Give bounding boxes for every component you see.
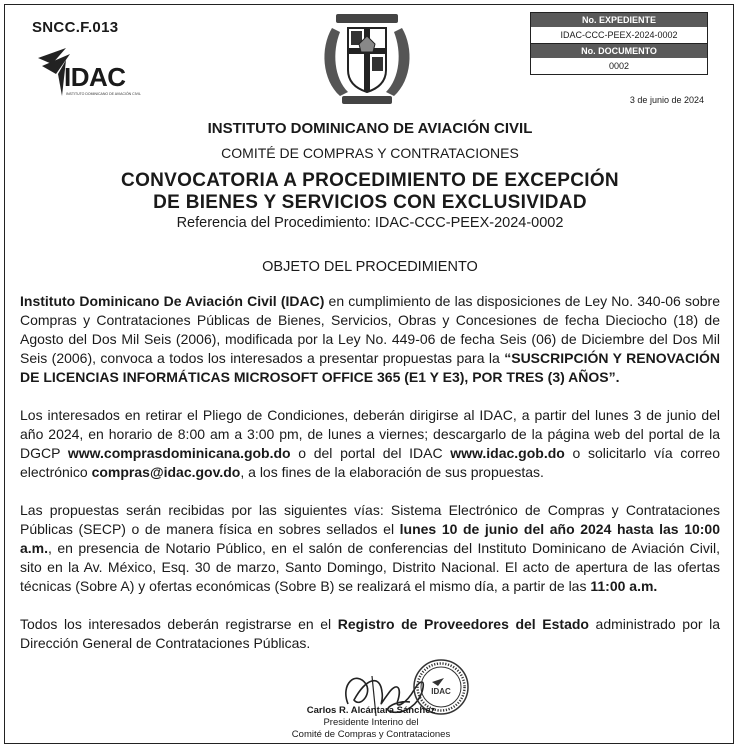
- deadline-date: lunes 10 de junio del año 2024 hasta las 10:00 a.m.: [20, 521, 720, 556]
- text-span: en cumplimiento de las disposiciones de Ley No. 340-06 sobre Compras y Contrataciones Públicas de Bienes, Servicios, Obras y Concesiones de fecha Dieciocho (18) de Agosto del Dos Mil Seis (2006), modificada por la Ley No. 449-06 de fecha Seis (06) de Diciembre del Dos Mil Seis (2006), convoca a todos los interesados a presentar propuestas para la: [20, 293, 720, 366]
- paragraph-pliego: [20, 406, 720, 482]
- opening-time: 11:00 a.m.: [590, 578, 658, 594]
- committee-subtitle: COMITÉ DE COMPRAS Y CONTRATACIONES: [221, 145, 519, 161]
- paragraph-convocation: [20, 292, 720, 387]
- text-span: administrado por la Dirección General de Contrataciones Públicas.: [20, 616, 721, 651]
- paragraph-proposals: [20, 501, 720, 596]
- coat-of-arms-icon: [318, 8, 416, 108]
- text-span: o solicitarlo vía correo electrónico: [20, 445, 720, 480]
- idac-logo: [36, 44, 141, 102]
- text-span: Todos los interesados deberán registrarse en el: [20, 616, 338, 632]
- idac-portal-link[interactable]: www.idac.gob.do: [450, 445, 565, 461]
- procurement-object: “SUSCRIPCIÓN Y RENOVACIÓN DE LICENCIAS INFORMÁTICAS MICROSOFT OFFICE 365 (E1 Y E3), POR TRES (3) AÑOS”.: [20, 350, 721, 385]
- email-link[interactable]: compras@idac.gov.do: [91, 464, 241, 480]
- idac-logo-tagline: INSTITUTO DOMINICANO DE AVIACIÓN CIVIL: [66, 92, 141, 96]
- expediente-label: No. EXPEDIENTE: [531, 13, 707, 27]
- document-date: 3 de junio de 2024: [629, 95, 704, 105]
- text-span: Las propuestas serán recibidas por las siguientes vías: Sistema Electrónico de Compras y Contrataciones Públicas (SECP) o de manera física en sobres sellados el: [20, 502, 720, 537]
- dgcp-portal-link[interactable]: www.comprasdominicana.gob.do: [67, 445, 291, 461]
- section-heading: OBJETO DEL PROCEDIMIENTO: [262, 259, 478, 275]
- supplier-registry: Registro de Proveedores del Estado: [337, 616, 589, 632]
- documento-value: 0002: [608, 61, 630, 71]
- stamp-text: IDAC: [431, 687, 451, 696]
- document-code: SNCC.F.013: [32, 19, 119, 36]
- body-text: [20, 292, 720, 672]
- signatory-role: Presidente Interino del: [323, 717, 419, 728]
- text-span: , en presencia de Notario Público, en el salón de conferencias del Instituto Dominicano de Aviación Civil, sito en la Av. México, Esq. 30 de marzo, Santo Domingo, Distrito Nacional. El acto de apertura de las ofertas técnicas (Sobre A) y ofertas económicas (Sobre B) se realizará el mismo día, a partir de las: [20, 540, 720, 594]
- convocatoria-title: [0, 170, 740, 214]
- text-span: o del portal del IDAC: [290, 445, 451, 461]
- convocatoria-title-line1: CONVOCATORIA A PROCEDIMIENTO DE EXCEPCIÓN: [121, 170, 619, 191]
- convocatoria-title-line2: DE BIENES Y SERVICIOS CON EXCLUSIVIDAD: [153, 192, 587, 213]
- text-span: , a los fines de la elaboración de sus propuestas.: [240, 464, 544, 480]
- expediente-box: [530, 12, 708, 75]
- paragraph-registration: [20, 615, 720, 653]
- signatory-name: Carlos R. Alcántara Sánchez: [306, 705, 436, 716]
- expediente-value: IDAC-CCC-PEEX-2024-0002: [531, 27, 707, 44]
- signatory-committee: Comité de Compras y Contrataciones: [291, 729, 451, 740]
- institution-title: INSTITUTO DOMINICANO DE AVIACIÓN CIVIL: [207, 120, 533, 137]
- documento-label: No. DOCUMENTO: [531, 44, 707, 58]
- text-span: Los interesados en retirar el Pliego de Condiciones, deberán dirigirse al IDAC, a partir del lunes 3 de junio del año 2024, en horario de 8:00 am a 3:00 pm, de lunes a viernes; descargarlo de la página web del portal de la DGCP: [20, 407, 720, 461]
- idac-logo-text: IDAC: [64, 62, 126, 92]
- institution-name: Instituto Dominicano De Aviación Civil (IDAC): [20, 293, 325, 309]
- procedure-reference: Referencia del Procedimiento: IDAC-CCC-PEEX-2024-0002: [176, 215, 564, 231]
